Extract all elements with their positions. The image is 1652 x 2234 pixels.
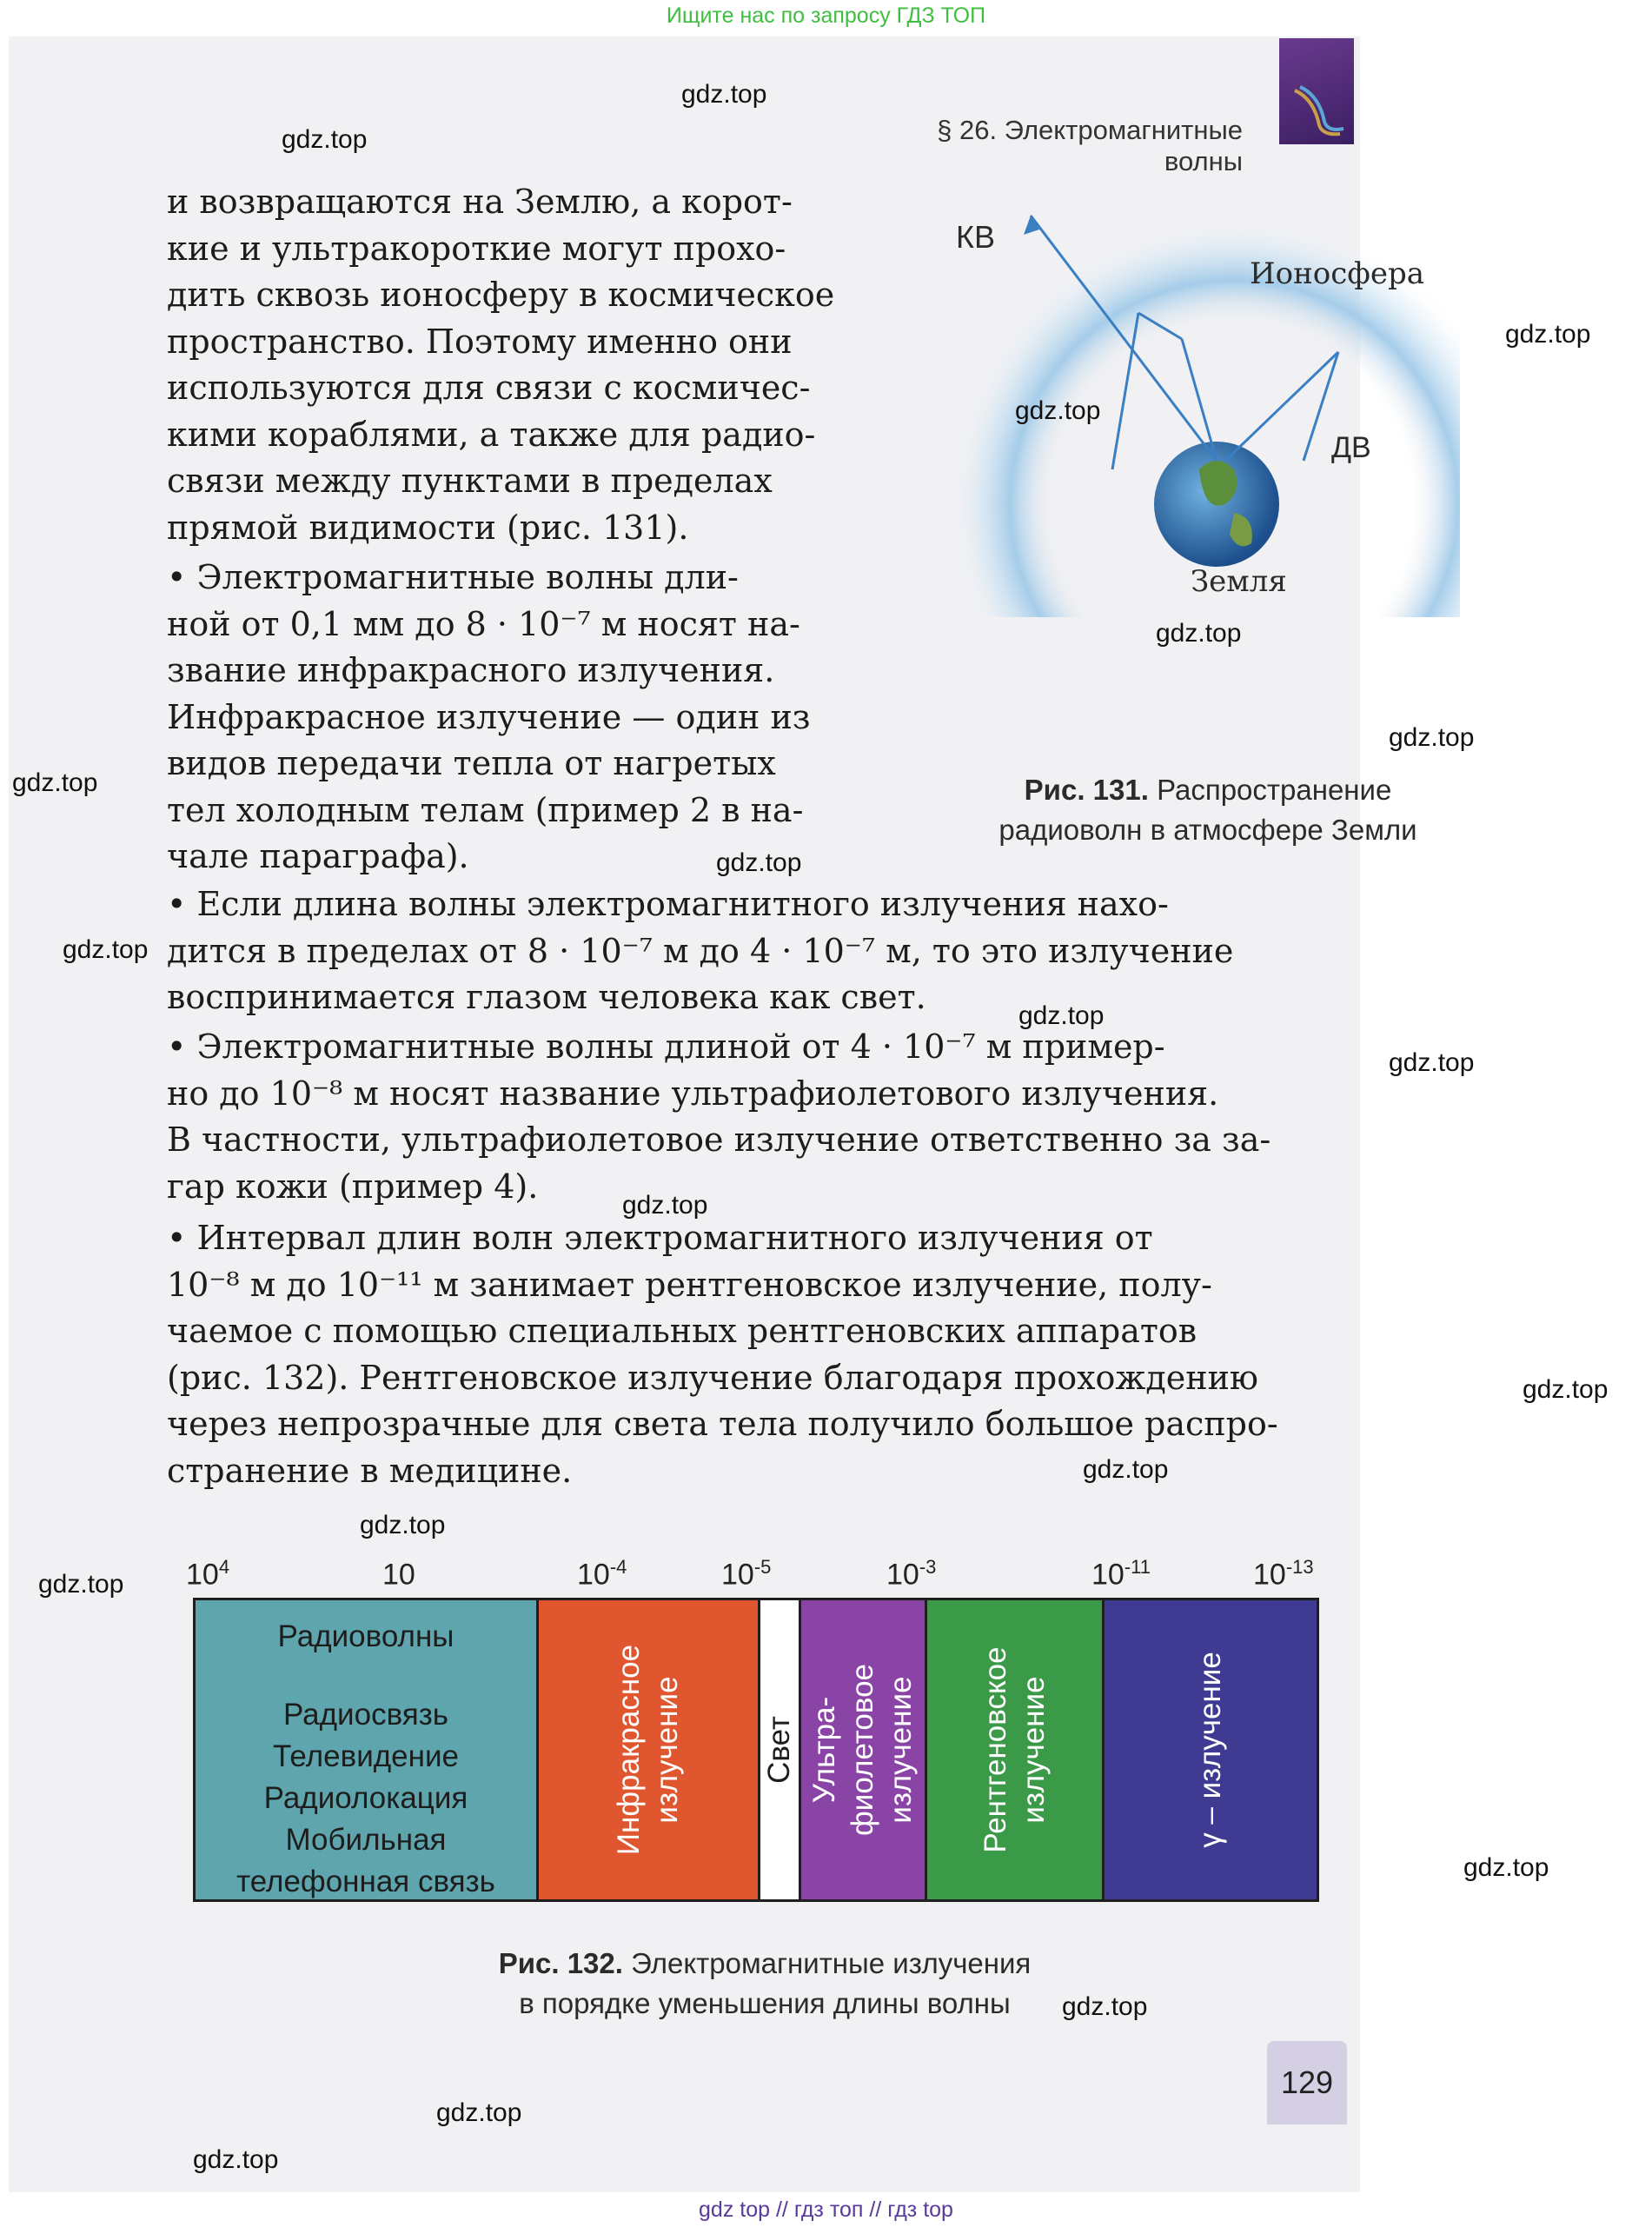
text-line: через непрозрачные для света тела получило большое распро- bbox=[167, 1405, 1278, 1443]
band-ultraviolet bbox=[799, 1598, 927, 1902]
watermark: gdz.top bbox=[1018, 1001, 1105, 1030]
text-line: 10⁻⁸ м до 10⁻¹¹ м занимает рентгеновское излучение, полу- bbox=[167, 1265, 1212, 1304]
figure-132-caption bbox=[417, 1944, 1112, 2024]
text-line: чале параграфа). bbox=[167, 837, 469, 875]
text-line: • Интервал длин волн электромагнитного излучения от bbox=[167, 1219, 1153, 1257]
caption-label: Рис. 132. bbox=[498, 1947, 623, 1979]
band-gamma-label: γ – излучение bbox=[1193, 1652, 1227, 1848]
band-xray-label: Рентгеновское излучение bbox=[978, 1646, 1051, 1853]
watermark: gdz.top bbox=[1463, 1853, 1549, 1882]
text-line: воспринимается глазом человека как свет. bbox=[167, 978, 926, 1016]
paragraph-5 bbox=[167, 1215, 1342, 1494]
paragraph-1 bbox=[167, 179, 879, 551]
watermark: gdz.top bbox=[1083, 1455, 1169, 1484]
caption-label: Рис. 131. bbox=[1024, 774, 1149, 806]
watermark: gdz.top bbox=[38, 1570, 124, 1599]
watermark: gdz.top bbox=[1389, 1048, 1475, 1077]
caption-text: радиоволн в атмосфере Земли bbox=[998, 814, 1417, 846]
band-infrared-label: Инфракрасное излучение bbox=[612, 1644, 684, 1856]
label-ionosphere: Ионосфера bbox=[1250, 256, 1425, 291]
watermark: gdz.top bbox=[282, 125, 368, 154]
caption-text: Электромагнитные излучения bbox=[631, 1947, 1032, 1979]
watermark: gdz.top bbox=[1015, 396, 1101, 425]
text-line: В частности, ультрафиолетовое излучение ответственно за за- bbox=[167, 1120, 1271, 1159]
band-ultraviolet-label: Ультра- фиолетовое излучение bbox=[807, 1663, 918, 1837]
band-gamma bbox=[1102, 1598, 1319, 1902]
text-line: • Если длина волны электромагнитного излучения нахо- bbox=[167, 885, 1169, 923]
watermark: gdz.top bbox=[12, 768, 98, 797]
caption-text: в порядке уменьшения длины волны bbox=[519, 1987, 1011, 2019]
watermark: gdz.top bbox=[681, 80, 767, 109]
section-emblem-icon bbox=[1279, 38, 1354, 144]
text-line: пространство. Поэтому именно они bbox=[167, 322, 793, 361]
text-line: чаемое с помощью специальных рентгеновских аппаратов bbox=[167, 1312, 1198, 1350]
text-line: звание инфракрасного излучения. bbox=[167, 651, 775, 689]
paragraph-2 bbox=[167, 555, 879, 881]
scale-tick: $10^{-13}$ bbox=[1253, 1556, 1314, 1592]
watermark: gdz.top bbox=[1505, 320, 1591, 349]
text-line: кие и ультракороткие могут прохо- bbox=[167, 229, 786, 268]
text-line: видов передачи тепла от нагретых bbox=[167, 744, 776, 782]
caption-text: Распространение bbox=[1157, 774, 1392, 806]
scale-tick: $10^{-5}$ bbox=[721, 1556, 772, 1592]
text-line: используются для связи с космичес- bbox=[167, 369, 811, 407]
text-line: Инфракрасное излучение — один из bbox=[167, 697, 811, 736]
watermark: gdz.top bbox=[622, 1191, 708, 1220]
text-line: дится в пределах от 8 · 10⁻⁷ м до 4 · 10⁻⁷ м, то это излучение bbox=[167, 931, 1234, 970]
watermark: gdz.top bbox=[1062, 1992, 1148, 2021]
text-line: • Электромагнитные волны дли- bbox=[167, 558, 739, 596]
watermark: gdz.top bbox=[1523, 1375, 1609, 1404]
watermark: gdz.top bbox=[360, 1511, 446, 1539]
text-line: дить сквозь ионосферу в космическое bbox=[167, 276, 835, 314]
band-radio-title: Радиоволны bbox=[277, 1619, 454, 1653]
text-line: прямой видимости (рис. 131). bbox=[167, 508, 689, 547]
watermark: gdz.top bbox=[1389, 723, 1475, 752]
scale-tick: $10^{-11}$ bbox=[1091, 1556, 1151, 1592]
band-xray bbox=[925, 1598, 1105, 1902]
scale-tick: $10^{-4}$ bbox=[577, 1556, 627, 1592]
watermark: gdz.top bbox=[436, 2098, 522, 2127]
text-line: кими кораблями, а также для радио- bbox=[167, 415, 816, 454]
text-line: (рис. 132). Рентгеновское излучение благодаря прохождению bbox=[167, 1358, 1259, 1397]
scale-tick: $10^4$ bbox=[186, 1556, 230, 1592]
paragraph-4 bbox=[167, 1024, 1342, 1210]
text-line: но до 10⁻⁸ м носят название ультрафиолетового излучения. bbox=[167, 1074, 1219, 1113]
text-line: • Электромагнитные волны длиной от 4 · 10⁻⁷ м пример- bbox=[167, 1027, 1165, 1066]
text-line: и возвращаются на Землю, а корот- bbox=[167, 183, 793, 221]
band-light bbox=[758, 1598, 801, 1902]
section-title: § 26. Электромагнитные волны bbox=[937, 115, 1243, 176]
top-banner[interactable]: Ищите нас по запросу ГДЗ ТОП bbox=[666, 3, 986, 28]
page-number: 129 bbox=[1267, 2041, 1347, 2124]
label-dv: ДВ bbox=[1331, 431, 1371, 464]
band-light-label: Свет bbox=[762, 1716, 796, 1784]
scale-tick: $10^{-3}$ bbox=[886, 1556, 937, 1592]
band-radio bbox=[193, 1598, 539, 1902]
label-earth: Земля bbox=[1191, 564, 1287, 599]
label-kv: КВ bbox=[956, 219, 995, 255]
paragraph-3 bbox=[167, 881, 1342, 1021]
watermark: gdz.top bbox=[193, 2145, 279, 2174]
text-line: гар кожи (пример 4). bbox=[167, 1167, 539, 1206]
band-infrared bbox=[536, 1598, 760, 1902]
text-line: тел холодным телам (пример 2 в на- bbox=[167, 790, 804, 829]
figure-131-caption bbox=[965, 770, 1451, 850]
band-radio-uses: Радиосвязь Телевидение Радиолокация Мобильная телефонная связь bbox=[236, 1698, 495, 1898]
text-line: странение в медицине. bbox=[167, 1451, 573, 1490]
scale-tick: 10 bbox=[382, 1558, 415, 1592]
text-line: ной от 0,1 мм до 8 · 10⁻⁷ м носят на- bbox=[167, 604, 800, 643]
watermark: gdz.top bbox=[1156, 619, 1242, 648]
bottom-banner[interactable]: gdz top // гдз топ // гдз top bbox=[699, 2197, 953, 2222]
watermark: gdz.top bbox=[63, 935, 149, 964]
watermark: gdz.top bbox=[716, 848, 802, 877]
text-line: связи между пунктами в пределах bbox=[167, 462, 773, 500]
